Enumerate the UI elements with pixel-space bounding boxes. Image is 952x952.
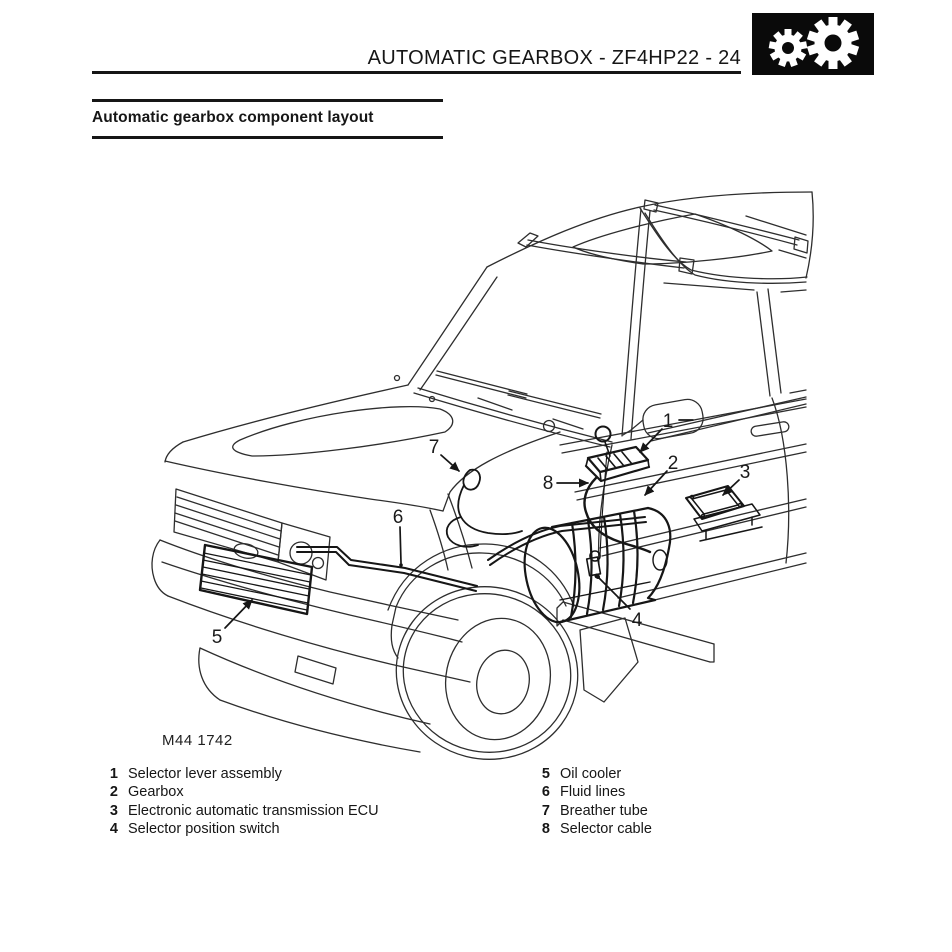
legend-num: 6 [541, 784, 550, 801]
callout-4: 4 [631, 610, 643, 631]
legend-left-column [102, 765, 379, 838]
legend-right-column [534, 765, 652, 838]
callout-7: 7 [428, 437, 440, 458]
callout-6: 6 [392, 507, 404, 528]
legend-label: Selector lever assembly [128, 766, 282, 782]
callout-leaders [225, 420, 739, 628]
legend-label: Breather tube [560, 802, 648, 819]
legend-num: 2 [109, 784, 118, 801]
breather-tube [447, 470, 522, 547]
legend-item-3 [102, 802, 379, 820]
legend-label: Gearbox [128, 784, 184, 801]
callout-2: 2 [667, 453, 679, 474]
legend-item-8 [534, 820, 652, 838]
callout-7-leader [441, 455, 459, 471]
legend-label: Selector cable [560, 820, 652, 837]
legend-item-1 [102, 765, 379, 783]
legend-label: Electronic automatic transmission ECU [128, 802, 379, 819]
legend-item-6 [534, 783, 652, 801]
callout-6-leader [400, 527, 401, 563]
callout-1: 1 [662, 411, 674, 432]
legend-num: 7 [541, 802, 550, 819]
legend-item-4 [102, 820, 379, 838]
legend-item-5 [534, 765, 652, 783]
callout-8: 8 [542, 473, 554, 494]
legend-num: 3 [109, 802, 118, 819]
vehicle-body-outline [152, 192, 813, 778]
callout-5: 5 [211, 627, 223, 648]
legend-label: Oil cooler [560, 766, 622, 782]
section-title: Automatic gearbox component layout [92, 109, 374, 126]
legend-num: 4 [109, 820, 118, 837]
legend-num: 8 [541, 820, 550, 837]
page-title: AUTOMATIC GEARBOX - ZF4HP22 - 24 [367, 47, 741, 69]
legend-label: Selector position switch [128, 820, 280, 837]
callout-3: 3 [739, 462, 751, 483]
figure-caption: M44 1742 [162, 732, 233, 749]
legend-num: 5 [541, 766, 550, 782]
legend-label: Fluid lines [560, 784, 626, 801]
legend-item-2 [102, 783, 379, 801]
legend-num: 1 [109, 766, 118, 782]
legend-item-7 [534, 802, 652, 820]
